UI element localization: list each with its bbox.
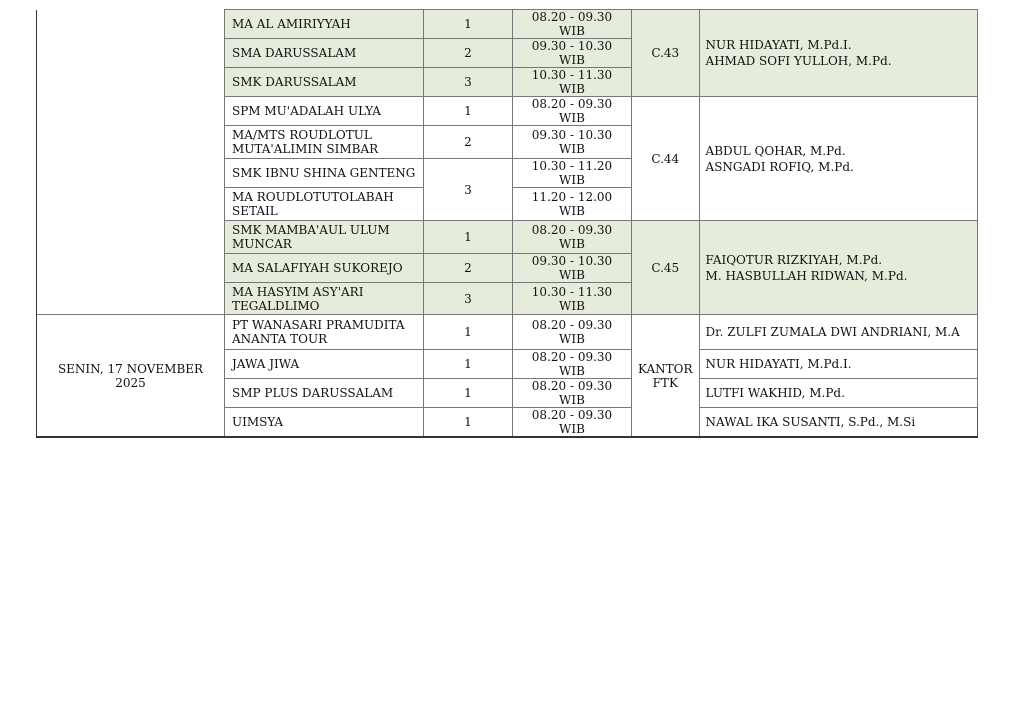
institution-cell: SMP PLUS DARUSSALAM <box>225 379 424 408</box>
date-cell: SENIN, 17 NOVEMBER 2025 <box>37 315 225 438</box>
session-cell: 2 <box>424 126 513 159</box>
time-cell: 10.30 - 11.30 WIB <box>513 283 632 315</box>
table-row <box>37 10 978 39</box>
institution-cell: SMK DARUSSALAM <box>225 68 424 97</box>
institution-cell: SMK IBNU SHINA GENTENG <box>225 159 424 188</box>
institution-cell: MA SALAFIYAH SUKOREJO <box>225 254 424 283</box>
institution-cell: PT WANASARI PRAMUDITA ANANTA TOUR <box>225 315 424 350</box>
time-cell: 09.30 - 10.30 WIB <box>513 126 632 159</box>
time-cell: 08.20 - 09.30 WIB <box>513 315 632 350</box>
institution-cell: MA AL AMIRIYYAH <box>225 10 424 39</box>
session-cell: 2 <box>424 39 513 68</box>
institution-cell: SPM MU'ADALAH ULYA <box>225 97 424 126</box>
session-cell: 1 <box>424 379 513 408</box>
supervisor-cell: NUR HIDAYATI, M.Pd.I. <box>699 350 977 379</box>
room-cell: KANTOR FTK <box>632 315 700 438</box>
supervisor-cell: Dr. ZULFI ZUMALA DWI ANDRIANI, M.A <box>699 315 977 350</box>
session-cell: 1 <box>424 10 513 39</box>
time-cell: 09.30 - 10.30 WIB <box>513 39 632 68</box>
room-cell: C.43 <box>632 10 700 97</box>
institution-cell: JAWA JIWA <box>225 350 424 379</box>
session-cell: 2 <box>424 254 513 283</box>
session-cell: 3 <box>424 283 513 315</box>
room-cell: C.45 <box>632 221 700 315</box>
session-cell: 1 <box>424 315 513 350</box>
supervisor-name: AHMAD SOFI YULLOH, M.Pd. <box>705 54 892 68</box>
supervisor-cell: LUTFI WAKHID, M.Pd. <box>699 379 977 408</box>
session-cell: 1 <box>424 97 513 126</box>
institution-cell: MA HASYIM ASY'ARI TEGALDLIMO <box>225 283 424 315</box>
session-cell: 1 <box>424 408 513 438</box>
institution-cell: MA ROUDLOTUTOLABAH SETAIL <box>225 188 424 221</box>
time-cell: 08.20 - 09.30 WIB <box>513 408 632 438</box>
session-cell: 1 <box>424 350 513 379</box>
supervisor-name: M. HASBULLAH RIDWAN, M.Pd. <box>705 268 908 283</box>
institution-cell: MA/MTS ROUDLOTUL MUTA'ALIMIN SIMBAR <box>225 126 424 159</box>
supervisor-cell <box>699 221 977 315</box>
supervisor-cell <box>699 97 977 221</box>
supervisor-cell: NAWAL IKA SUSANTI, S.Pd., M.Si <box>699 408 977 438</box>
table-row <box>37 315 978 350</box>
time-cell: 10.30 - 11.20 WIB <box>513 159 632 188</box>
time-cell: 08.20 - 09.30 WIB <box>513 221 632 254</box>
date-cell-empty <box>37 10 225 315</box>
supervisor-name: ASNGADI ROFIQ, M.Pd. <box>705 159 854 174</box>
time-cell: 08.20 - 09.30 WIB <box>513 350 632 379</box>
institution-cell: SMK MAMBA'AUL ULUM MUNCAR <box>225 221 424 254</box>
time-cell: 08.20 - 09.30 WIB <box>513 379 632 408</box>
institution-cell: SMA DARUSSALAM <box>225 39 424 68</box>
time-cell: 09.30 - 10.30 WIB <box>513 254 632 283</box>
supervisor-name: FAIQOTUR RIZKIYAH, M.Pd. <box>705 252 883 267</box>
time-cell: 10.30 - 11.30 WIB <box>513 68 632 97</box>
institution-cell: UIMSYA <box>225 408 424 438</box>
time-cell: 08.20 - 09.30 WIB <box>513 97 632 126</box>
room-cell: C.44 <box>632 97 700 221</box>
supervisor-cell <box>699 10 977 97</box>
supervisor-name: NUR HIDAYATI, M.Pd.I. <box>705 38 852 52</box>
supervisor-name: ABDUL QOHAR, M.Pd. <box>705 143 846 158</box>
time-cell: 08.20 - 09.30 WIB <box>513 10 632 39</box>
session-cell: 3 <box>424 159 513 221</box>
time-cell: 11.20 - 12.00 WIB <box>513 188 632 221</box>
schedule-table <box>36 9 978 438</box>
session-cell: 1 <box>424 221 513 254</box>
session-cell: 3 <box>424 68 513 97</box>
